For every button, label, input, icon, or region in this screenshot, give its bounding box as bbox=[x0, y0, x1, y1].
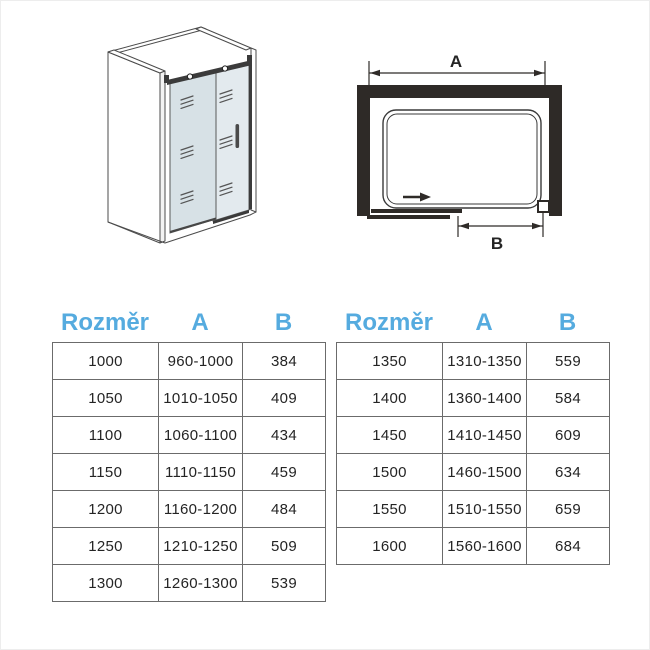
table-row bbox=[53, 565, 326, 602]
door-handle bbox=[236, 124, 240, 148]
wall-right bbox=[549, 85, 562, 216]
back-right-wall-top bbox=[196, 27, 251, 50]
right-wall-profile bbox=[249, 61, 252, 210]
b-cell: 609 bbox=[527, 417, 610, 454]
range-cell: 1410-1450 bbox=[443, 417, 527, 454]
range-cell: 1060-1100 bbox=[159, 417, 243, 454]
shower-tray-inner bbox=[387, 114, 537, 204]
wall-profile-block bbox=[538, 201, 549, 212]
size-cell: 1150 bbox=[53, 454, 159, 491]
table-row bbox=[53, 454, 326, 491]
dimension-a-arrow-left bbox=[370, 70, 380, 76]
range-cell: 1010-1050 bbox=[159, 380, 243, 417]
door-panel-bar-lower bbox=[367, 215, 450, 219]
b-cell: 509 bbox=[243, 528, 326, 565]
wall-top bbox=[357, 85, 562, 98]
b-cell: 659 bbox=[527, 491, 610, 528]
wall-left bbox=[357, 85, 370, 216]
dimension-b-arrow-right bbox=[532, 223, 542, 229]
range-cell: 1110-1150 bbox=[159, 454, 243, 491]
table-row bbox=[337, 454, 610, 491]
range-cell: 1460-1500 bbox=[443, 454, 527, 491]
size-cell: 1200 bbox=[53, 491, 159, 528]
table-row bbox=[53, 528, 326, 565]
size-table-right-header bbox=[336, 304, 610, 342]
size-cell: 1100 bbox=[53, 417, 159, 454]
range-cell: 1260-1300 bbox=[159, 565, 243, 602]
range-cell: 1560-1600 bbox=[443, 528, 527, 565]
table-row bbox=[337, 417, 610, 454]
table-row bbox=[337, 380, 610, 417]
size-cell: 1300 bbox=[53, 565, 159, 602]
dimension-b-arrow-left bbox=[459, 223, 469, 229]
table-row bbox=[53, 491, 326, 528]
column-header-a: A bbox=[475, 309, 493, 336]
range-cell: 1210-1250 bbox=[159, 528, 243, 565]
fixed-glass-panel bbox=[213, 65, 249, 221]
size-cell: 1500 bbox=[337, 454, 443, 491]
left-wall-front-edge bbox=[160, 71, 165, 243]
roller-right bbox=[222, 66, 227, 71]
dimension-a-arrow-right bbox=[534, 70, 544, 76]
size-cell: 1400 bbox=[337, 380, 443, 417]
table-row bbox=[53, 380, 326, 417]
dimension-a-label: A bbox=[449, 52, 463, 71]
column-header-b: B bbox=[274, 309, 293, 336]
size-cell: 1450 bbox=[337, 417, 443, 454]
range-cell: 1510-1550 bbox=[443, 491, 527, 528]
size-cell: 1600 bbox=[337, 528, 443, 565]
size-cell: 1250 bbox=[53, 528, 159, 565]
roller-left bbox=[187, 74, 192, 79]
b-cell: 684 bbox=[527, 528, 610, 565]
size-cell: 1550 bbox=[337, 491, 443, 528]
shower-door-isometric-diagram bbox=[75, 22, 290, 258]
rail-bracket-left bbox=[164, 75, 169, 83]
dimension-b-label: B bbox=[490, 234, 504, 253]
table-row bbox=[337, 343, 610, 380]
size-cell: 1050 bbox=[53, 380, 159, 417]
b-cell: 634 bbox=[527, 454, 610, 491]
b-cell: 484 bbox=[243, 491, 326, 528]
range-cell: 1310-1350 bbox=[443, 343, 527, 380]
size-table-left bbox=[52, 304, 326, 602]
rail-bracket-right bbox=[247, 55, 252, 62]
size-cell: 1350 bbox=[337, 343, 443, 380]
b-cell: 584 bbox=[527, 380, 610, 417]
b-cell: 539 bbox=[243, 565, 326, 602]
range-cell: 1360-1400 bbox=[443, 380, 527, 417]
table-row bbox=[337, 491, 610, 528]
column-header-a: A bbox=[191, 309, 209, 336]
table-row bbox=[337, 528, 610, 565]
b-cell: 459 bbox=[243, 454, 326, 491]
size-cell: 1000 bbox=[53, 343, 159, 380]
range-cell: 1160-1200 bbox=[159, 491, 243, 528]
b-cell: 434 bbox=[243, 417, 326, 454]
column-header-b: B bbox=[558, 309, 577, 336]
size-table-left-header bbox=[52, 304, 326, 342]
left-wall bbox=[108, 52, 160, 243]
b-cell: 559 bbox=[527, 343, 610, 380]
column-header-rozmer: Rozměr bbox=[60, 309, 150, 336]
back-left-wall-top bbox=[108, 27, 206, 54]
column-header-rozmer: Rozměr bbox=[344, 309, 434, 336]
door-panel-bar-upper bbox=[371, 209, 462, 213]
b-cell: 409 bbox=[243, 380, 326, 417]
b-cell: 384 bbox=[243, 343, 326, 380]
shower-tray-outer bbox=[383, 110, 541, 208]
table-row bbox=[53, 343, 326, 380]
floor-corner bbox=[250, 212, 256, 215]
size-table-right bbox=[336, 304, 610, 565]
table-row bbox=[53, 417, 326, 454]
range-cell: 960-1000 bbox=[159, 343, 243, 380]
shower-top-view-diagram bbox=[345, 40, 635, 255]
